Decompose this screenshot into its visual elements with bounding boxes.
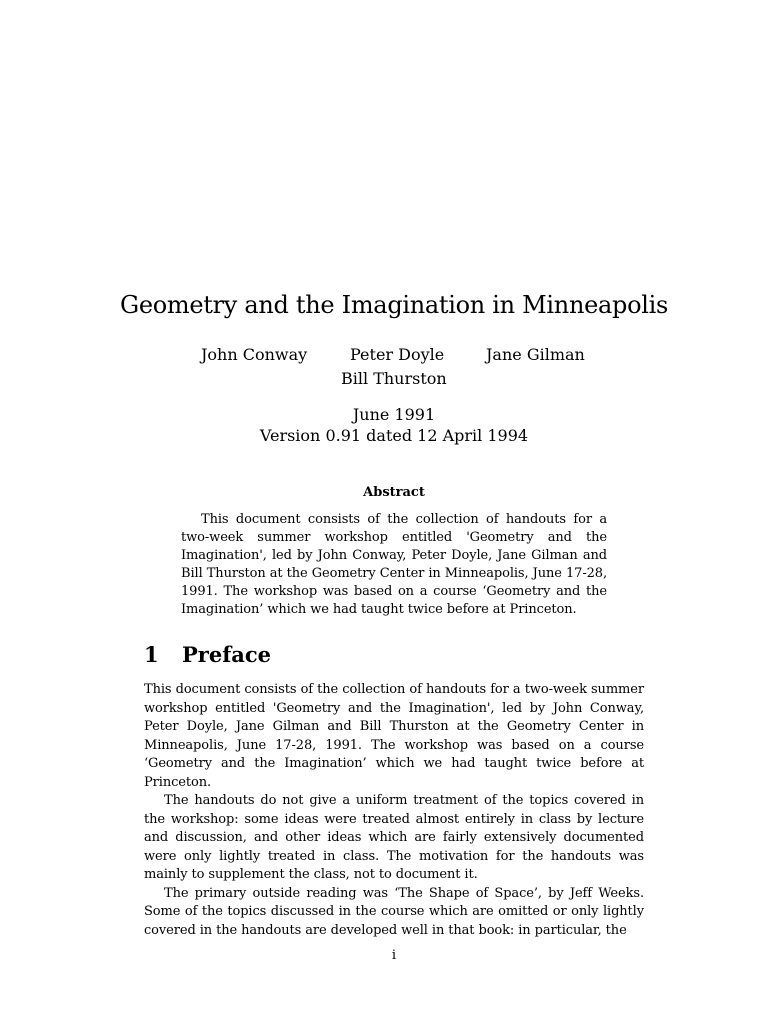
paper-version: Version 0.91 dated 12 April 1994 xyxy=(259,426,529,445)
author-name: Jane Gilman xyxy=(486,345,585,364)
paper-date: June 1991 xyxy=(352,405,436,424)
abstract-heading: Abstract xyxy=(363,485,425,500)
section-heading xyxy=(144,640,271,670)
section-number: 1 xyxy=(144,642,159,667)
section-title: Preface xyxy=(182,642,272,667)
section-body xyxy=(144,681,644,940)
author-name: Bill Thurston xyxy=(341,369,447,388)
date-block xyxy=(0,404,768,446)
body-paragraph: This document consists of the collection of handouts for a two-week summer workshop entitled 'Geometry and the Imagination', led by John Conway, Peter Doyle, Jane Gilman and Bill Thurston at the Geometry Center in Minneapolis, June 17-28, 1991. The workshop was based on a course ‘Geometry and the Imagination’ which we had taught twice before at Princeton. xyxy=(144,682,644,790)
author-name: Peter Doyle xyxy=(350,345,445,364)
page-number: i xyxy=(391,948,397,963)
body-paragraph: The primary outside reading was ‘The Shape of Space’, by Jeff Weeks. Some of the topics discussed in the course which are omitted or only lightly covered in the handouts are developed well in that book: in particular, the xyxy=(144,885,644,938)
body-paragraph: The handouts do not give a uniform treatment of the topics covered in the workshop: some ideas were treated almost entirely in class by lecture and discussion, and other ideas which are fairly extensively documented were only lightly treated in class. The motivation for the handouts was mainly to supplement the class, not to document it. xyxy=(144,793,644,882)
paper-title: Geometry and the Imagination in Minneapolis xyxy=(119,291,668,319)
abstract-text: This document consists of the collection of handouts for a two-week summer workshop entitled 'Geometry and the Imagination', led by John Conway, Peter Doyle, Jane Gilman and Bill Thurston at the Geometry Center in Minneapolis, June 17-28, 1991. The workshop was based on a course ‘Geometry and the Imagination’ which we had taught twice before at Princeton. xyxy=(181,512,607,617)
author-name: John Conway xyxy=(201,345,308,364)
